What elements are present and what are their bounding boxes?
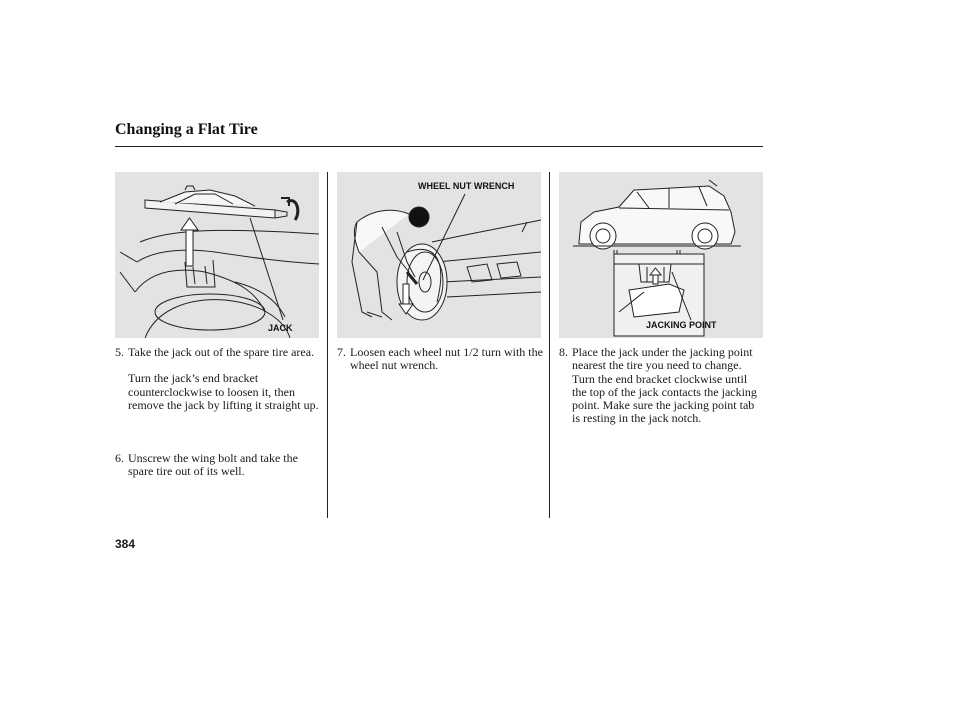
column-divider-1 (327, 172, 328, 518)
jack-removal-illustration (115, 172, 319, 338)
page-number: 384 (115, 537, 136, 551)
lift-up-arrow-icon (181, 218, 198, 266)
step-number: 8. (559, 345, 568, 359)
step-7 (337, 346, 543, 373)
step-5 (115, 346, 321, 412)
step-number: 7. (337, 345, 346, 359)
column-divider-2 (549, 172, 550, 518)
jack-removal-figure (115, 172, 319, 338)
jacking-point-illustration (559, 172, 763, 338)
step-number: 6. (115, 451, 124, 465)
wheel-nut-loosening-illustration (337, 172, 541, 338)
page-title: Changing a Flat Tire (115, 121, 258, 138)
step-number: 5. (115, 345, 124, 359)
step-6 (115, 452, 321, 479)
step-text: Loosen each wheel nut 1/2 turn with the wheel nut wrench. (350, 345, 543, 373)
step-text: Place the jack under the jacking point nearest the tire you need to change. Turn the end bracket clockwise until the top of the jack contacts the jacking point. Make sure the jacking point tab is resting in the jack notch. (572, 345, 757, 426)
step-text: Unscrew the wing bolt and take the spare tire out of its well. (128, 451, 298, 479)
step-8 (559, 346, 763, 426)
jacking-point-label: JACKING POINT (646, 320, 717, 330)
step-paragraph: Turn the jack’s end bracket counterclockwise to loosen it, then remove the jack by lifting it straight up. (128, 371, 319, 412)
wheel-nut-wrench-label: WHEEL NUT WRENCH (418, 181, 515, 191)
jacking-point-figure (559, 172, 763, 338)
jack-label: JACK (268, 323, 293, 333)
title-divider (115, 146, 763, 147)
step-text: Take the jack out of the spare tire area. (128, 345, 315, 359)
wheel-nut-figure (337, 172, 541, 338)
